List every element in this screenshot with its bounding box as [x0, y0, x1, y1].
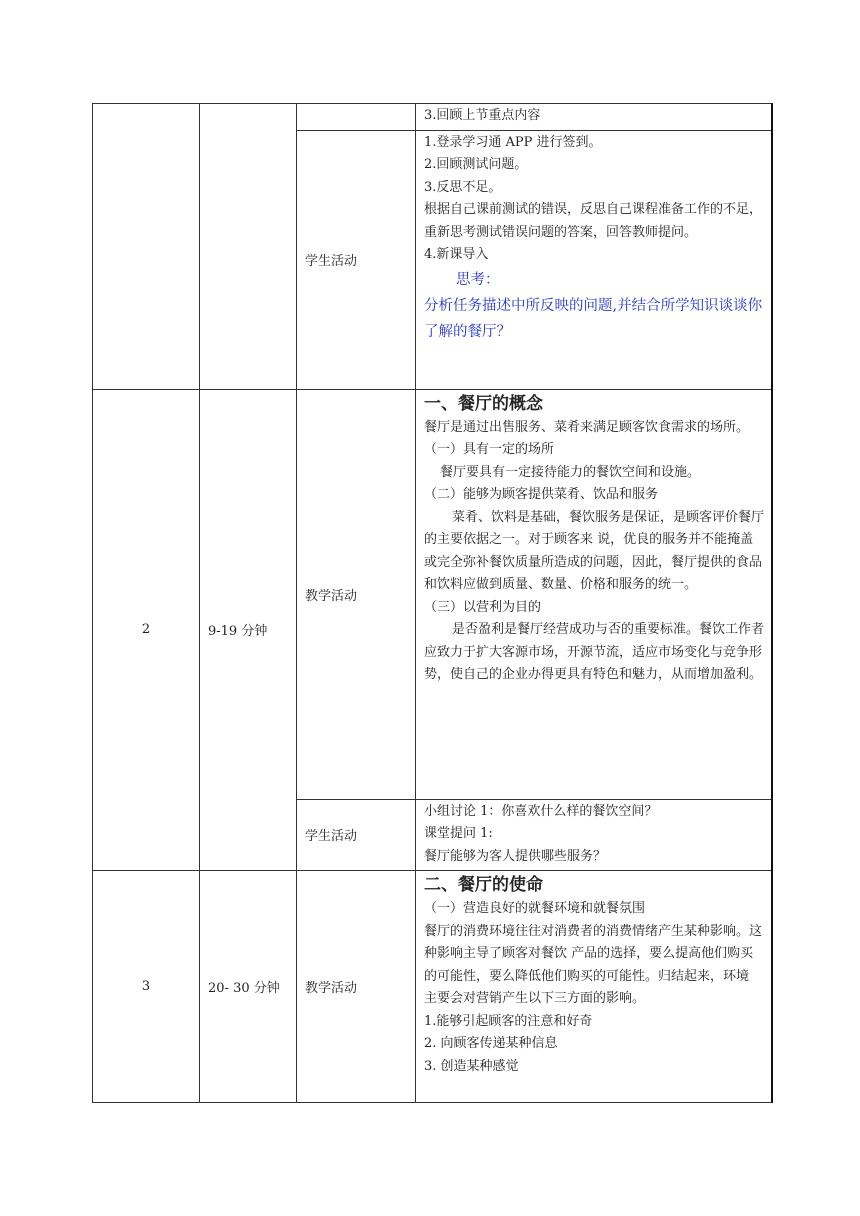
body-paragraph: 是否盈利是餐厅经营成功与否的重要标准。餐饮工作者应致力于扩大客源市场，开源节流，适应市场变化与竞争形势，使自己的企业办得更具有特色和魅力，从而增加盈利。 [424, 622, 765, 682]
content-cell [416, 389, 772, 799]
subheading: （一）具有一定的场所 [424, 442, 555, 457]
table-row [93, 104, 772, 131]
body-paragraph: 餐厅的消费环境往往对消费者的消费情绪产生某种影响。这种影响主导了顾客对餐饮 产品的选择，要么提高他们购买的可能性，要么降低他们购买的可能性。归结起来，环境 主要会对营销产生以下三方面的影响。 [424, 923, 763, 1006]
review-item: 3.回顾上节重点内容 [424, 108, 541, 123]
step-number-cell [93, 104, 200, 390]
body-paragraph: 餐厅要具有一定接待能力的餐饮空间和设施。 [440, 464, 701, 480]
list-item: 2.回顾测试问题。 [424, 157, 528, 172]
think-label: 思考： [456, 271, 500, 288]
activity-cell [297, 104, 416, 131]
lesson-plan-table [92, 103, 773, 1103]
list-item: 1.能够引起顾客的注意和好奇 [424, 1013, 593, 1029]
list-item: 3. 创造某种感觉 [424, 1058, 519, 1074]
activity-cell: 教学活动 [297, 389, 416, 799]
body-paragraph: 菜肴、饮料是基础，餐饮服务是保证，是顾客评价餐厅的主要依据之一。对于顾客来 说，优良的服务并不能掩盖或完全弥补餐饮质量所造成的问题，因此，餐厅提供的食品和饮料应做到质量、数量、价格和服务的统一。 [424, 509, 765, 592]
step-number-cell: 2 [93, 389, 200, 871]
section-heading: 一、餐厅的概念 [424, 393, 543, 414]
table-row [93, 389, 772, 799]
time-cell [200, 104, 297, 390]
table-row [93, 871, 772, 1103]
content-cell [416, 871, 772, 1103]
list-item: 2. 向顾客传递某种信息 [424, 1036, 558, 1051]
subheading: （一）营造良好的就餐环境和就餐氛围 [424, 901, 646, 916]
subheading: （三）以营利为目的 [424, 599, 542, 615]
list-item: 餐厅能够为客人提供哪些服务？ [424, 848, 607, 864]
list-item: 4.新课导入 [424, 247, 489, 262]
time-cell: 20- 30 分钟 [200, 871, 297, 1103]
reflection-paragraph: 根据自己课前测试的错误，反思自己课程准备工作的不足，重新思考测试错误问题的答案，回答教师提问。 [424, 202, 763, 240]
lesson-plan-page [92, 103, 771, 1103]
step-number-cell: 3 [93, 871, 200, 1103]
intro-paragraph: 餐厅是通过出售服务、菜肴来满足顾客饮食需求的场所。 [424, 419, 750, 435]
content-cell [416, 130, 772, 389]
list-item: 小组讨论 1：你喜欢什么样的餐饮空间？ [424, 803, 658, 819]
section-heading: 二、餐厅的使命 [424, 875, 543, 895]
subheading: （二）能够为顾客提供菜肴、饮品和服务 [424, 487, 659, 502]
think-text: 分析任务描述中所反映的问题,并结合所学知识谈谈你了解的餐厅？ [424, 297, 763, 340]
list-item: 3.反思不足。 [424, 179, 502, 195]
list-item: 课堂提问 1: [424, 826, 493, 841]
time-cell: 9-19 分钟 [200, 389, 297, 871]
content-cell [416, 104, 772, 131]
list-item: 1.登录学习通 APP 进行签到。 [424, 134, 602, 150]
activity-cell: 学生活动 [297, 130, 416, 389]
activity-cell: 学生活动 [297, 799, 416, 871]
content-cell [416, 799, 772, 871]
activity-cell: 教学活动 [297, 871, 416, 1103]
